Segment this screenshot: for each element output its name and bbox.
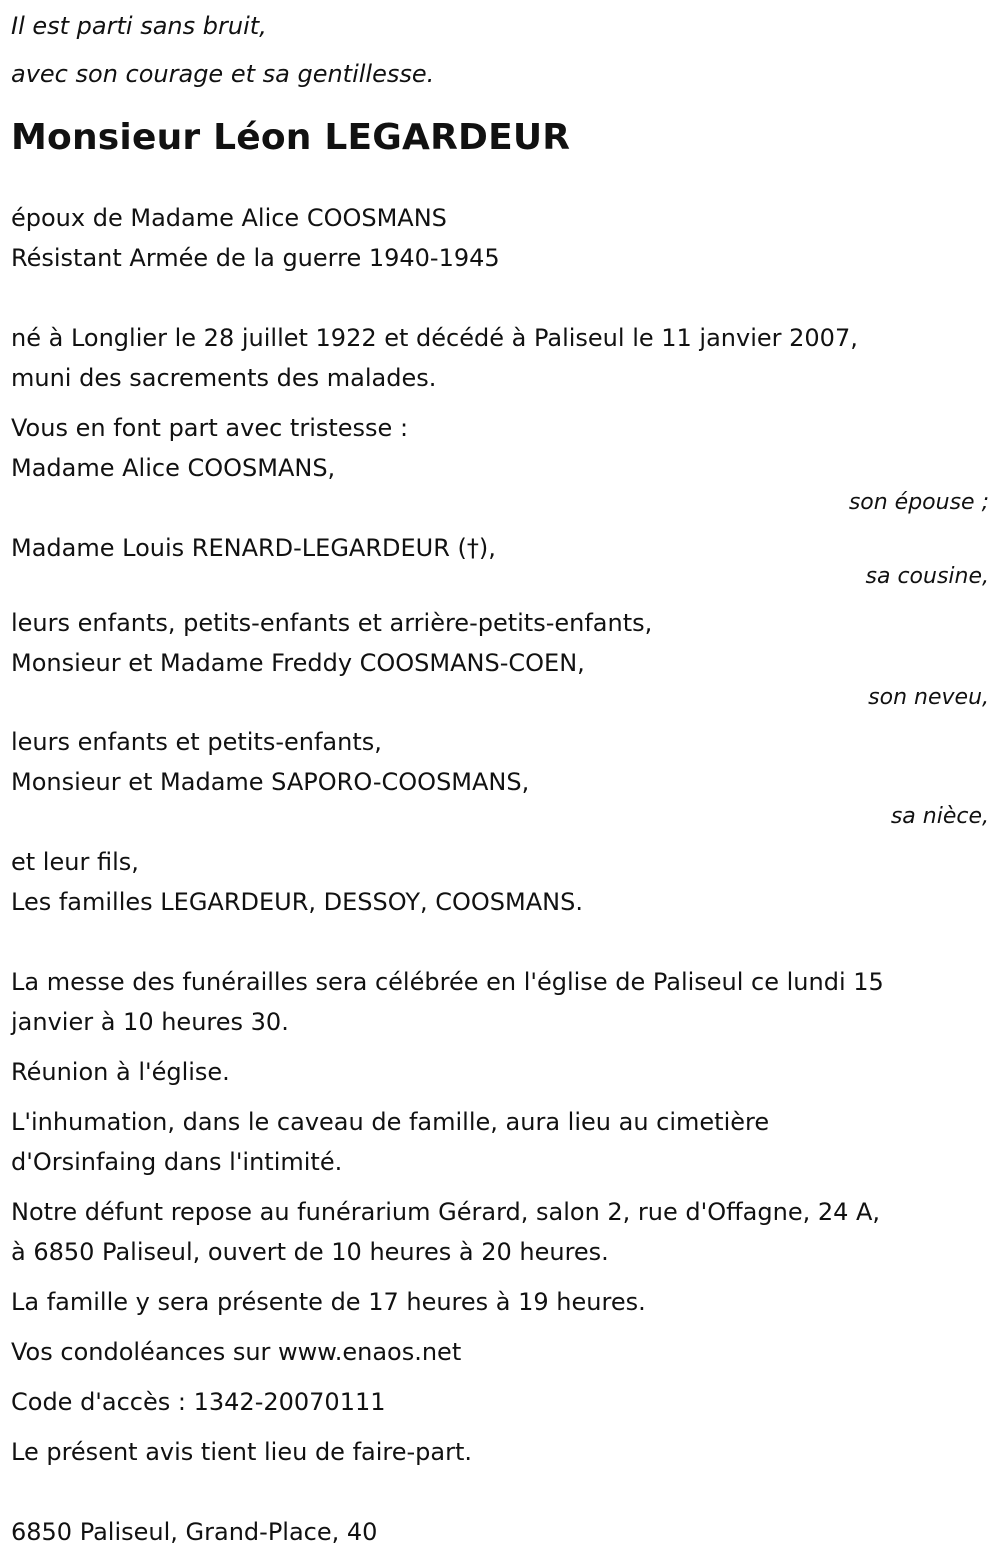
notice-line: Le présent avis tient lieu de faire-part.: [11, 1438, 473, 1466]
meeting-line: Réunion à l'église.: [11, 1058, 230, 1086]
family-relation-2: sa cousine,: [865, 564, 989, 589]
family-person-4: Monsieur et Madame SAPORO-COOSMANS,: [11, 768, 530, 796]
viewing-line-2: à 6850 Paliseul, ouvert de 10 heures à 20 heures.: [11, 1238, 609, 1266]
family-line-6: Les familles LEGARDEUR, DESSOY, COOSMANS.: [11, 888, 583, 916]
family-relation-3: son neveu,: [868, 685, 989, 710]
mass-line-2: janvier à 10 heures 30.: [11, 1008, 289, 1036]
family-relation-1: son épouse ;: [848, 490, 989, 515]
sacraments-line: muni des sacrements des malades.: [11, 364, 437, 392]
family-relation-4: sa nièce,: [890, 804, 989, 829]
family-presence-line: La famille y sera présente de 17 heures à 19 heures.: [11, 1288, 646, 1316]
viewing-line-1: Notre défunt repose au funérarium Gérard, salon 2, rue d'Offagne, 24 A,: [11, 1198, 881, 1226]
spouse-line: époux de Madame Alice COOSMANS: [11, 204, 447, 232]
burial-line-2: d'Orsinfaing dans l'intimité.: [11, 1148, 343, 1176]
mass-line-1: La messe des funérailles sera célébrée en l'église de Paliseul ce lundi 15: [11, 968, 884, 996]
announcement-line: Vous en font part avec tristesse :: [11, 414, 409, 442]
family-person-1: Madame Alice COOSMANS,: [11, 454, 336, 482]
access-code-line: Code d'accès : 1342-20070111: [11, 1388, 386, 1416]
family-line-3: leurs enfants, petits-enfants et arrière-petits-enfants,: [11, 609, 653, 637]
obituary-notice: [11, 0, 989, 1552]
deceased-name: Monsieur Léon LEGARDEUR: [11, 117, 571, 158]
resistance-line: Résistant Armée de la guerre 1940-1945: [11, 244, 500, 272]
condolences-line: Vos condoléances sur www.enaos.net: [11, 1338, 462, 1366]
burial-line-1: L'inhumation, dans le caveau de famille, aura lieu au cimetière: [11, 1108, 770, 1136]
family-line-4: leurs enfants et petits-enfants,: [11, 728, 382, 756]
family-person-3: Monsieur et Madame Freddy COOSMANS-COEN,: [11, 649, 585, 677]
epigraph-line-1: Il est parti sans bruit,: [11, 12, 267, 40]
epigraph-line-2: avec son courage et sa gentillesse.: [11, 60, 435, 88]
family-line-5: et leur fils,: [11, 848, 139, 876]
family-person-2: Madame Louis RENARD-LEGARDEUR (†),: [11, 534, 496, 562]
address-line: 6850 Paliseul, Grand-Place, 40: [11, 1518, 378, 1546]
birth-death-line: né à Longlier le 28 juillet 1922 et décédé à Paliseul le 11 janvier 2007,: [11, 324, 858, 352]
